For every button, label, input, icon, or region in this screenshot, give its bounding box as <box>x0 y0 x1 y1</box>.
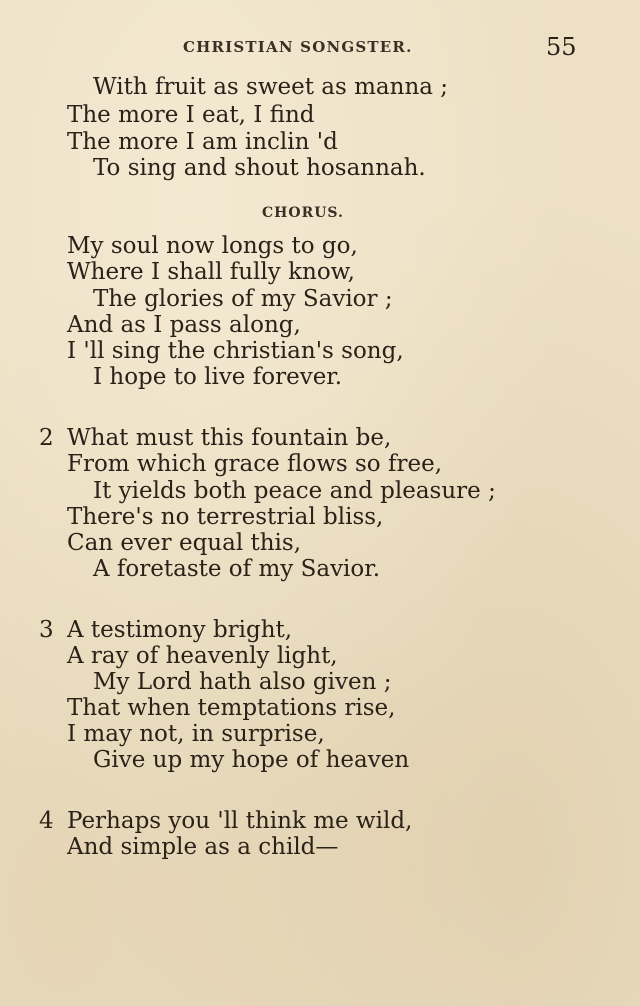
verse-line: There's no terrestrial bliss, <box>67 504 384 530</box>
verse-line: A ray of heavenly light, <box>67 643 338 669</box>
verse-number: 3 <box>39 617 54 643</box>
stanza-line: The more I am inclin 'd <box>67 129 338 155</box>
verse-line: What must this fountain be, <box>67 425 392 451</box>
chorus-line: And as I pass along, <box>67 312 301 338</box>
verse-number: 2 <box>39 425 54 451</box>
verse-line: A testimony bright, <box>67 617 293 643</box>
chorus-line: The glories of my Savior ; <box>93 286 393 312</box>
chorus-line: I hope to live forever. <box>93 364 343 390</box>
verse-line: A foretaste of my Savior. <box>93 556 381 582</box>
verse-line: From which grace flows so free, <box>67 451 443 477</box>
chorus-heading: CHORUS. <box>262 205 344 221</box>
page-number: 55 <box>546 33 577 61</box>
stanza-line: The more I eat, I find <box>67 102 315 128</box>
chorus-line: I 'll sing the christian's song, <box>67 338 404 364</box>
verse-line: Can ever equal this, <box>67 530 302 556</box>
verse-number: 4 <box>39 808 54 834</box>
stanza-line: With fruit as sweet as manna ; <box>93 74 449 100</box>
chorus-line: Where I shall fully know, <box>67 259 355 285</box>
verse-line: It yields both peace and pleasure ; <box>93 478 496 504</box>
verse-line: I may not, in surprise, <box>67 721 325 747</box>
chorus-line: My soul now longs to go, <box>67 233 358 259</box>
verse-line: That when temptations rise, <box>67 695 396 721</box>
verse-line: My Lord hath also given ; <box>93 669 392 695</box>
stanza-line: To sing and shout hosannah. <box>93 155 426 181</box>
running-header: CHRISTIAN SONGSTER. <box>183 38 413 56</box>
verse-line: Perhaps you 'll think me wild, <box>67 808 413 834</box>
verse-line: And simple as a child— <box>67 834 339 860</box>
verse-line: Give up my hope of heaven <box>93 747 410 773</box>
